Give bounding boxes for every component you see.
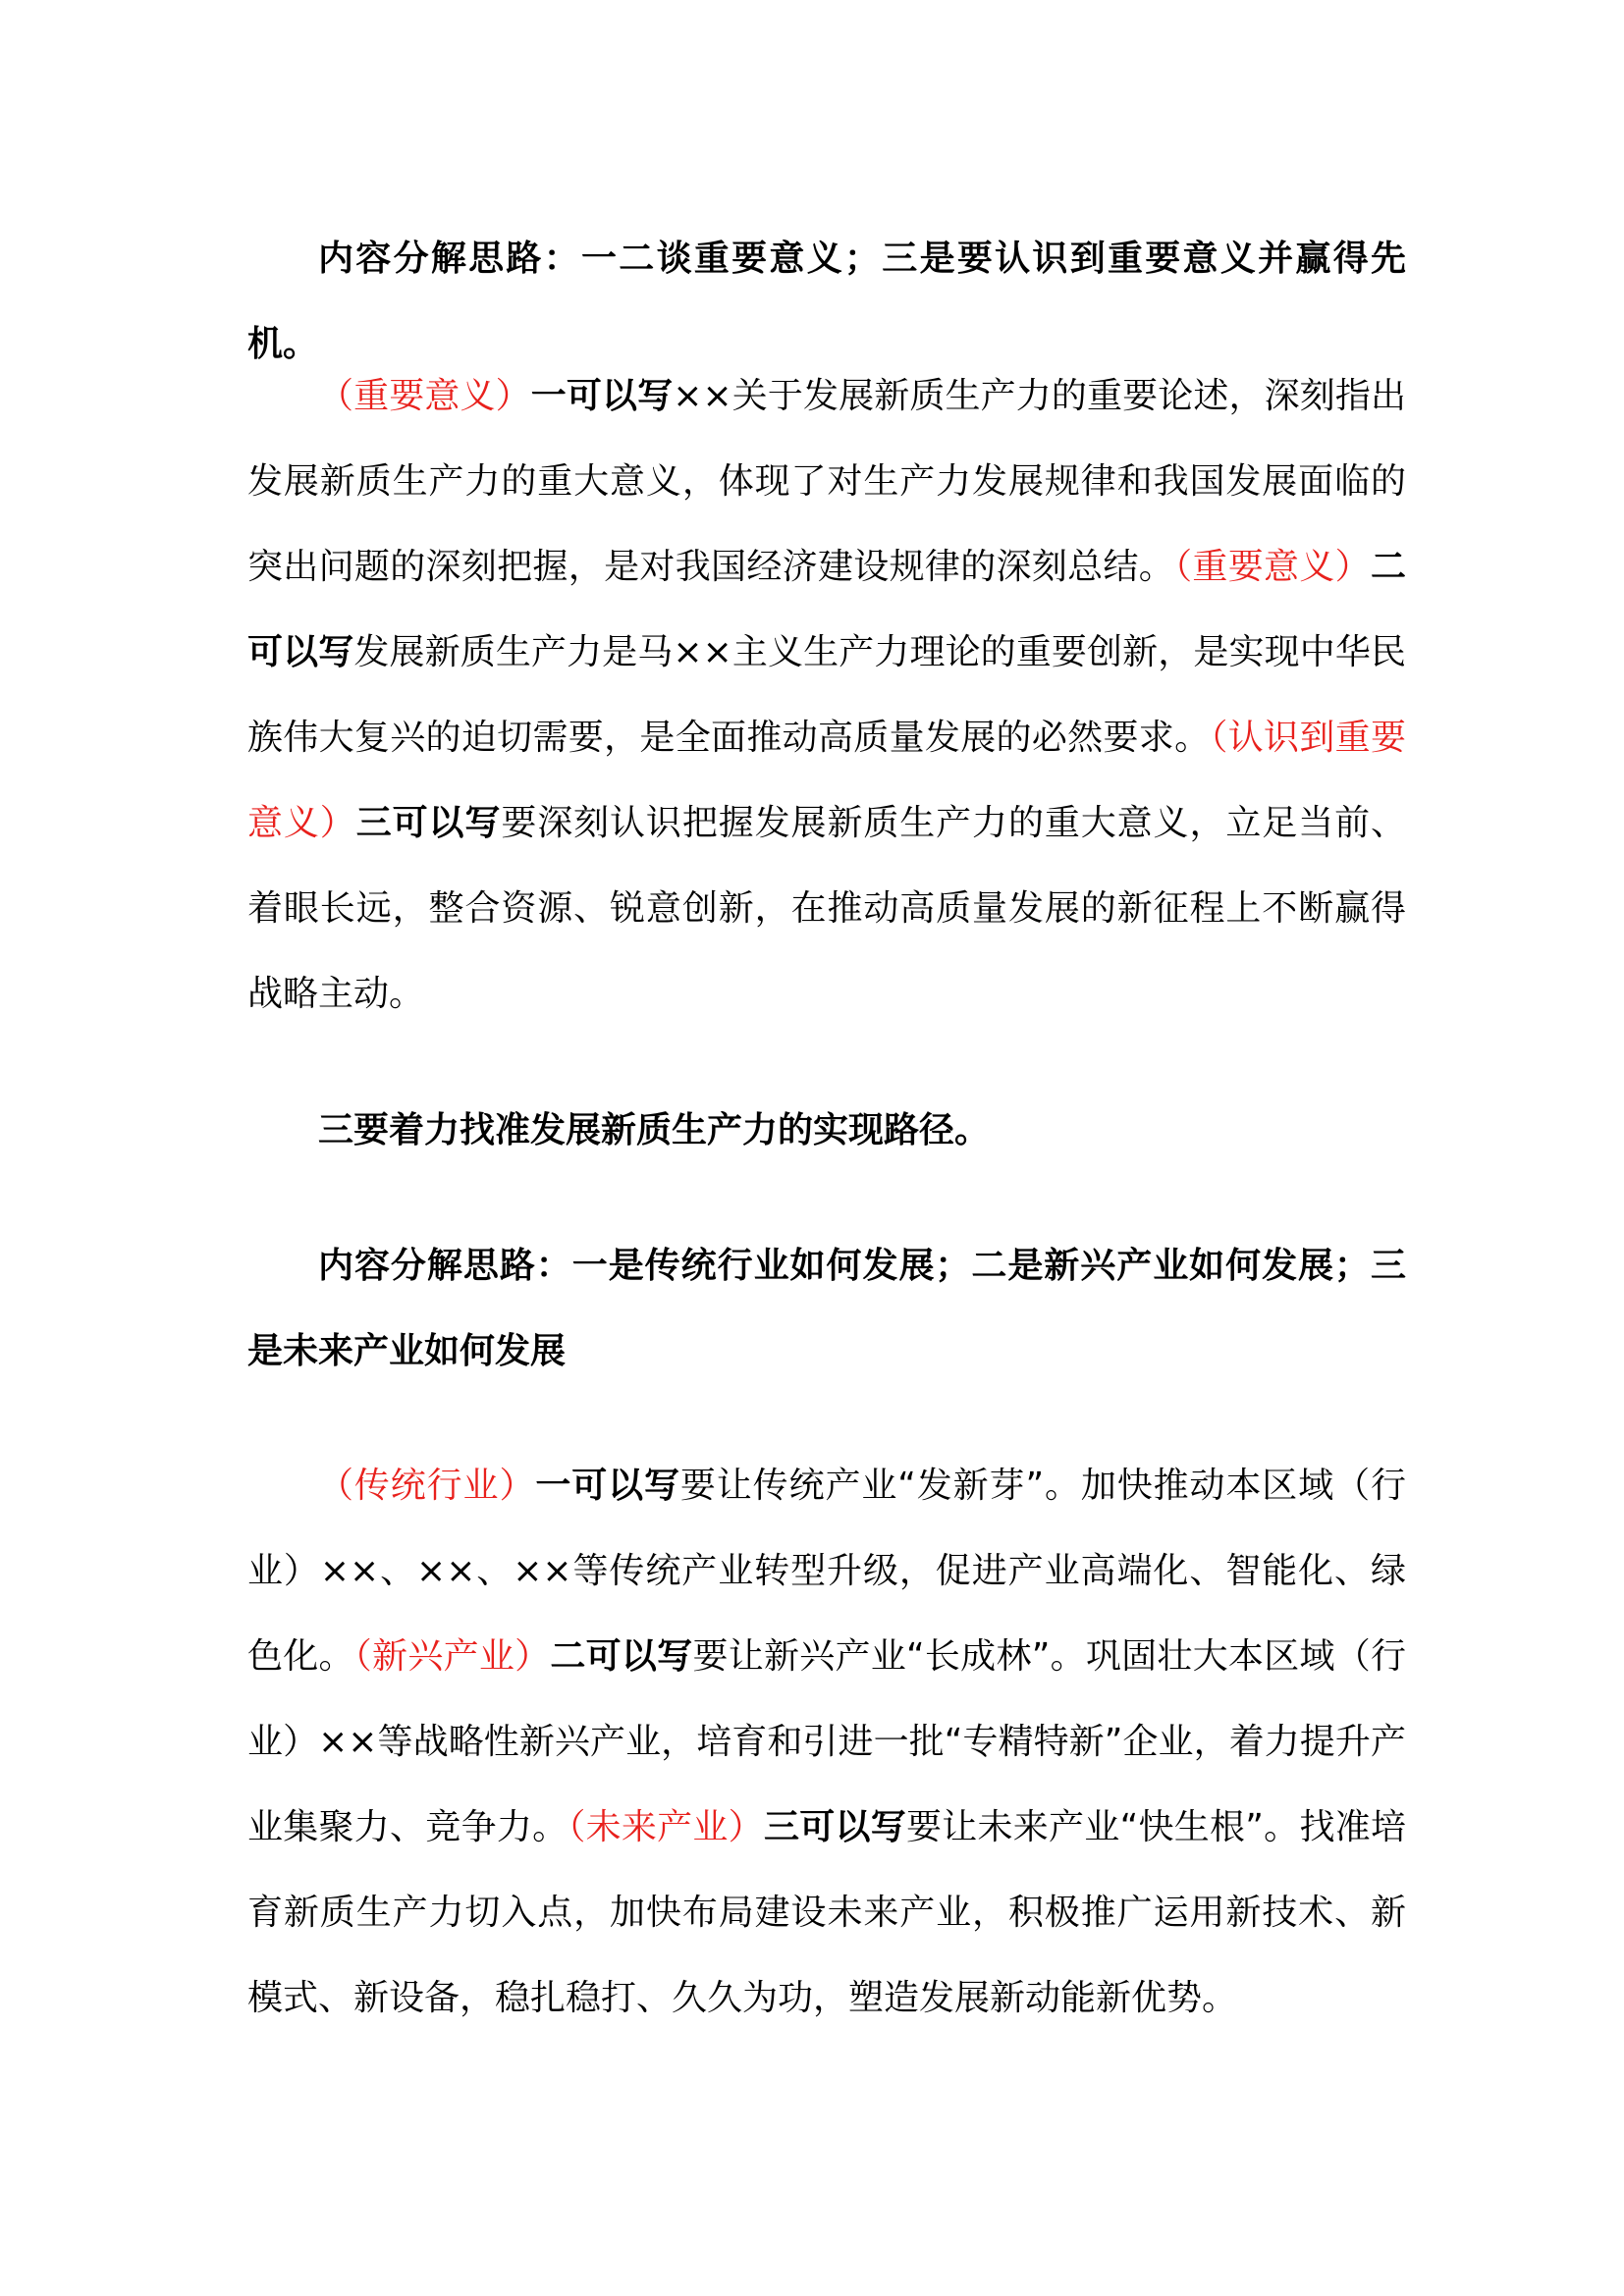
lead-can-write-3: 三可以写 xyxy=(355,803,502,843)
body-traditional-industry: 要让传统产业“发新芽”。加快推动本区域（行业）××、××、××等传统产业转型升级，促进产业高端化、智能化、绿色化。 xyxy=(247,1466,1406,1677)
body-significance-1: ××关于发展新质生产力的重要论述，深刻指出发展新质生产力的重大意义，体现了对生产力发展规律和我国发展面临的突出问题的深刻把握，是对我国经济建设规律的深刻总结。 xyxy=(247,376,1406,587)
lead-can-write-6: 三可以写 xyxy=(763,1807,906,1847)
paragraph-industries xyxy=(247,1443,1406,2041)
heading-approach-2-text: 内容分解思路：一是传统行业如何发展；二是新兴产业如何发展；三是未来产业如何发展 xyxy=(247,1246,1406,1371)
paragraph-significance xyxy=(247,353,1406,1037)
heading-approach-2 xyxy=(247,1223,1406,1394)
lead-can-write-4: 一可以写 xyxy=(535,1466,680,1506)
tag-traditional-industry: （传统行业） xyxy=(318,1466,536,1506)
tag-significance-1: （重要意义） xyxy=(318,376,531,416)
heading-implementation-path xyxy=(247,1088,1406,1173)
lead-can-write-2: 二可以写 xyxy=(247,547,1406,672)
body-significance-2: 发展新质生产力是马××主义生产力理论的重要创新，是实现中华民族伟大复兴的迫切需要，是全面推动高质量发展的必然要求。 xyxy=(247,632,1406,758)
heading-approach-1-text: 内容分解思路：一二谈重要意义；三是要认识到重要意义并赢得先机。 xyxy=(247,239,1406,364)
heading-implementation-path-text: 三要着力找准发展新质生产力的实现路径。 xyxy=(318,1110,991,1150)
lead-can-write-1: 一可以写 xyxy=(530,376,674,416)
lead-can-write-5: 二可以写 xyxy=(550,1636,693,1677)
body-recognize-significance: 要深刻认识把握发展新质生产力的重大意义，立足当前、着眼长远，整合资源、锐意创新，在推动高质量发展的新征程上不断赢得战略主动。 xyxy=(247,803,1406,1014)
tag-emerging-industry: （新兴产业） xyxy=(353,1636,551,1677)
tag-significance-2: （重要意义） xyxy=(1174,547,1371,587)
body-emerging-industry: 要让新兴产业“长成林”。巩固壮大本区域（行业）××等战略性新兴产业，培育和引进一批“专精特新”企业，着力提升产业集聚力、竞争力。 xyxy=(247,1636,1406,1847)
tag-recognize-significance: （认识到重要意义） xyxy=(247,718,1406,843)
body-future-industry: 要让未来产业“快生根”。找准培育新质生产力切入点，加快布局建设未来产业，积极推广运用新技术、新模式、新设备，稳扎稳打、久久为功，塑造发展新动能新优势。 xyxy=(247,1807,1406,2018)
tag-future-industry: （未来产业） xyxy=(568,1807,764,1847)
